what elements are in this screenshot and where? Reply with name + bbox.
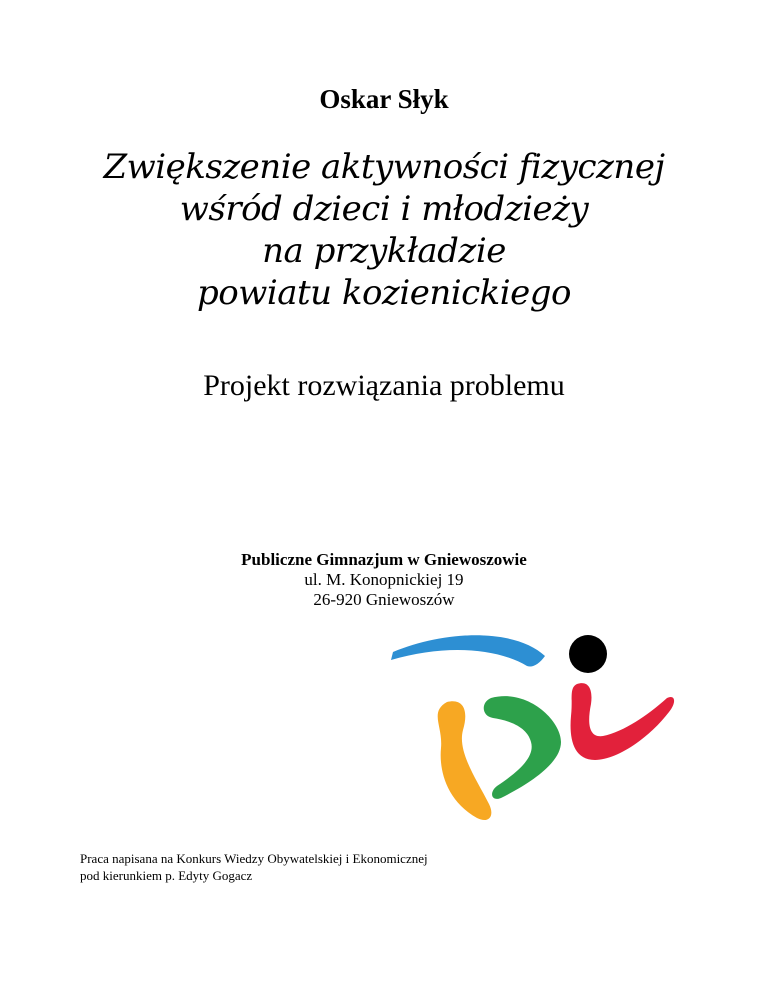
- title-line-2: wśród dzieci i młodzieży: [179, 189, 589, 229]
- footer-line-2: pod kierunkiem p. Edyty Gogacz: [80, 868, 253, 883]
- sport-logo: [385, 628, 675, 840]
- logo-red-stroke: [571, 683, 675, 760]
- title-line-3: na przykładzie: [262, 231, 506, 271]
- title-line-4: powiatu kozienickiego: [197, 273, 571, 313]
- school-info: [0, 550, 768, 610]
- footer-line-1: Praca napisana na Konkurs Wiedzy Obywatelskiej i Ekonomicznej: [80, 851, 428, 866]
- logo-orange-stroke: [438, 701, 492, 820]
- document-subtitle: Projekt rozwiązania problemu: [203, 369, 565, 402]
- author-name: Oskar Słyk: [319, 84, 449, 114]
- logo-blue-stroke: [391, 635, 545, 666]
- logo-green-stroke: [484, 696, 561, 799]
- title-line-1: Zwiększenie aktywności fizycznej: [103, 147, 665, 187]
- school-street: ul. M. Konopnickiej 19: [304, 570, 464, 589]
- school-city: 26-920 Gniewoszów: [313, 590, 455, 609]
- logo-black-circle: [569, 635, 607, 673]
- school-name: Publiczne Gimnazjum w Gniewoszowie: [241, 550, 527, 569]
- document-title: [0, 146, 768, 314]
- footer-note: [80, 850, 600, 884]
